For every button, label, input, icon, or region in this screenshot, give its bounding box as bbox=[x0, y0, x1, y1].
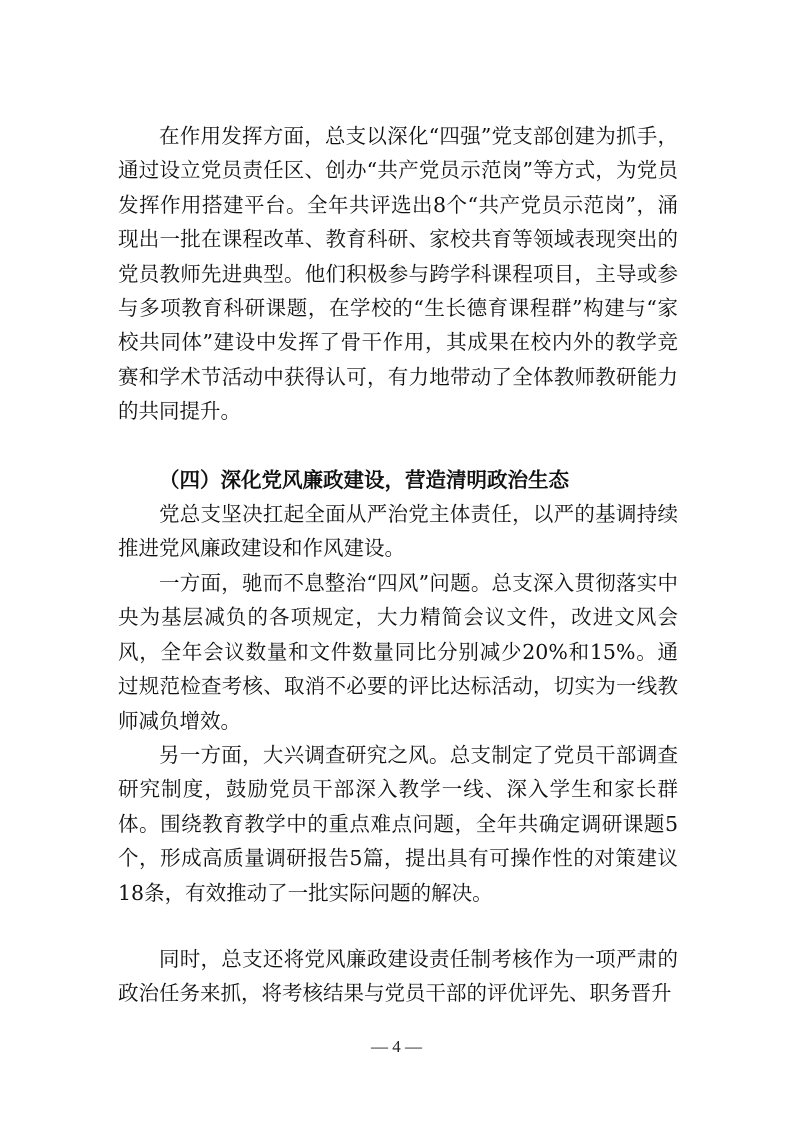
section-heading-4: （四）深化党风廉政建设，营造清明政治生态 bbox=[159, 468, 569, 492]
paragraph-investigation-research: 另一方面，大兴调查研究之风。总支制定了党员干部调查研究制度，鼓励党员干部深入教学一线、深入学生和家长群体。围绕教育教学中的重点难点问题，全年共确定调研课题5个，形成高质量调研报告5篇，提出具有可操作性的对策建议18条，有效推动了一批实际问题的解决。 bbox=[118, 743, 678, 905]
paragraph-party-responsibility: 党总支坚决扛起全面从严治党主体责任，以严的基调持续推进党风廉政建设和作风建设。 bbox=[118, 502, 678, 561]
paragraph-role-of-members: 在作用发挥方面，总支以深化“四强”党支部创建为抓手，通过设立党员责任区、创办“共产党员示范岗”等方式，为党员发挥作用搭建平台。全年共评选出8个“共产党员示范岗”，涌现出一批在课程改革、教育科研、家校共育等领域表现突出的党员教师先进典型。他们积极参与跨学科课程项目，主导或参与多项教育科研课题，在学校的“生长德育课程群”构建与“家校共同体”建设中发挥了骨干作用，其成果在校内外的教学竞赛和学术节活动中获得认可，有力地带动了全体教师教研能力的共同提升。 bbox=[118, 124, 678, 424]
paragraph-responsibility-assessment: 同时，总支还将党风廉政建设责任制考核作为一项严肃的政治任务来抓，将考核结果与党员干部的评优评先、职务晋升 bbox=[118, 947, 678, 1006]
page-number: — 4 — bbox=[371, 1037, 422, 1056]
paragraph-four-winds: 一方面，驰而不息整治“四风”问题。总支深入贯彻落实中央为基层减负的各项规定，大力精简会议文件，改进文风会风，全年会议数量和文件数量同比分别减少20%和15%。通过规范检查考核、取消不必要的评比达标活动，切实为一线教师减负增效。 bbox=[118, 571, 678, 733]
